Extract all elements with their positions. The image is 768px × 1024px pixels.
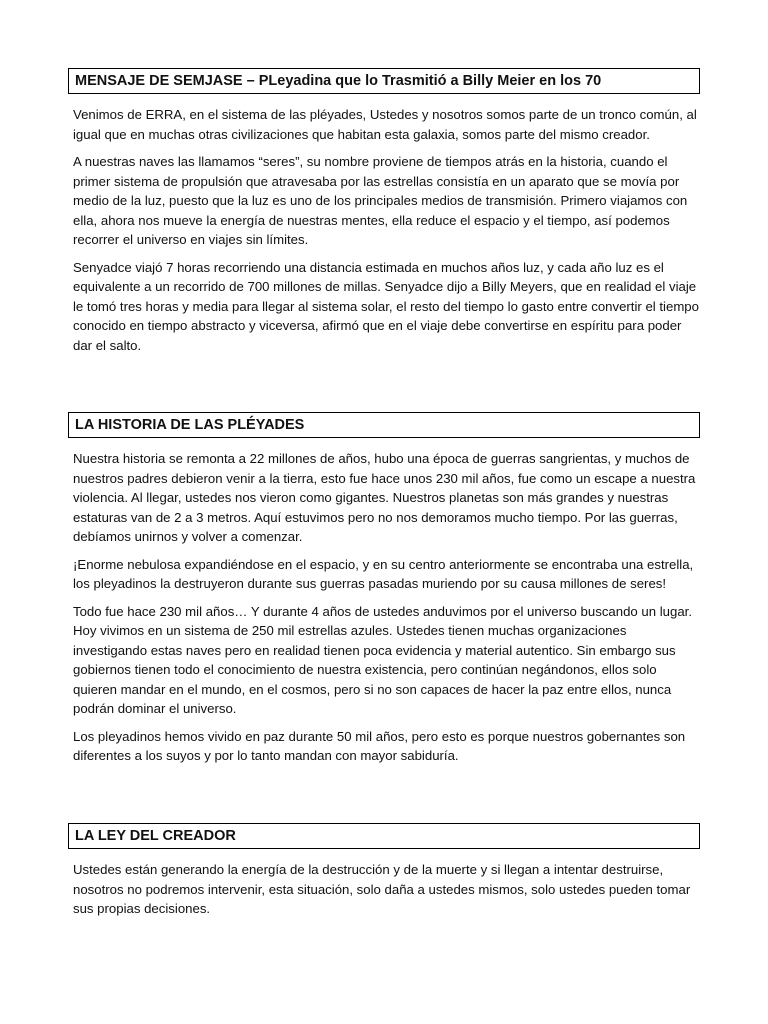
section-heading: LA LEY DEL CREADOR bbox=[68, 823, 700, 849]
paragraph: Ustedes están generando la energía de la destrucción y de la muerte y si llegan a intentar destruirse, nosotros no podremos intervenir, esta situación, solo daña a ustedes mismos, solo ustedes pueden tomar sus propias decisiones. bbox=[73, 862, 691, 916]
section-historia-de-las-pleyades bbox=[68, 412, 700, 766]
paragraph: Senyadce viajó 7 horas recorriendo una distancia estimada en muchos años luz, y cada año luz es el equivalente a un recorrido de 700 millones de millas. Senyadce dijo a Billy Meyers, que en realidad el viaje le tomó tres horas y media para llegar al sistema solar, el resto del tiempo lo gasto entre convertir el tiempo conocido en tiempo abstracto y viceversa, afirmó que en el viaje debe convertirse en espíritu para poder dar el salto. bbox=[73, 259, 699, 353]
section-mensaje-de-semjase bbox=[68, 68, 700, 355]
section-heading: MENSAJE DE SEMJASE – PLeyadina que lo Trasmitió a Billy Meier en los 70 bbox=[68, 68, 700, 94]
paragraph: Todo fue hace 230 mil años… Y durante 4 años de ustedes anduvimos por el universo buscando un lugar. Hoy vivimos en un sistema de 250 mil estrellas azules. Ustedes tienen muchas organizaciones investigando estas naves pero en realidad tienen poca evidencia y material autentico. Sin embargo sus gobiernos tienen todo el conocimiento de nuestra existencia, pero continúan negándonos, ellos solo quieren mandar en el mundo, en el cosmos, pero si no son capaces de hacer la paz entre ellos, nunca podrán dominar el universo. bbox=[73, 603, 693, 716]
paragraph: Los pleyadinos hemos vivido en paz durante 50 mil años, pero esto es porque nuestros gobernantes son diferentes a los suyos y por lo tanto mandan con mayor sabiduría. bbox=[73, 728, 686, 763]
section-ley-del-creador bbox=[68, 823, 700, 919]
paragraph: A nuestras naves las llamamos “seres”, su nombre proviene de tiempos atrás en la historia, cuando el primer sistema de propulsión que atravesaba por las estrellas consistía en un aparato que se movía por medio de la luz, puesto que la luz es uno de los principales medios de transmisión. Primero viajamos con ella, ahora nos mueve la energía de nuestras mentes, ella reduce el espacio y el tiempo, así podemos recorrer el universo en viajes sin límites. bbox=[73, 154, 688, 247]
paragraph: Nuestra historia se remonta a 22 millones de años, hubo una época de guerras sangrientas, y muchos de nuestros padres debieron venir a la tierra, esto fue hace unos 230 mil años, fue como un escape a nuestra violencia. Al llegar, ustedes nos vieron como gigantes. Nuestros planetas son más grandes y nuestras estaturas van de 2 a 3 metros. Aquí estuvimos pero no nos demoramos mucho tiempo. Por las guerras, debíamos unirnos y volver a comenzar. bbox=[73, 451, 696, 544]
paragraph: ¡Enorme nebulosa expandiéndose en el espacio, y en su centro anteriormente se encontraba una estrella, los pleyadinos la destruyeron durante sus guerras pasadas muriendo por su causa millones de seres! bbox=[73, 556, 694, 591]
section-heading: LA HISTORIA DE LAS PLÉYADES bbox=[68, 412, 700, 438]
paragraph: Venimos de ERRA, en el sistema de las pléyades, Ustedes y nosotros somos parte de un tronco común, al igual que en muchas otras civilizaciones que habitan esta galaxia, somos parte del mismo creador. bbox=[73, 107, 697, 142]
